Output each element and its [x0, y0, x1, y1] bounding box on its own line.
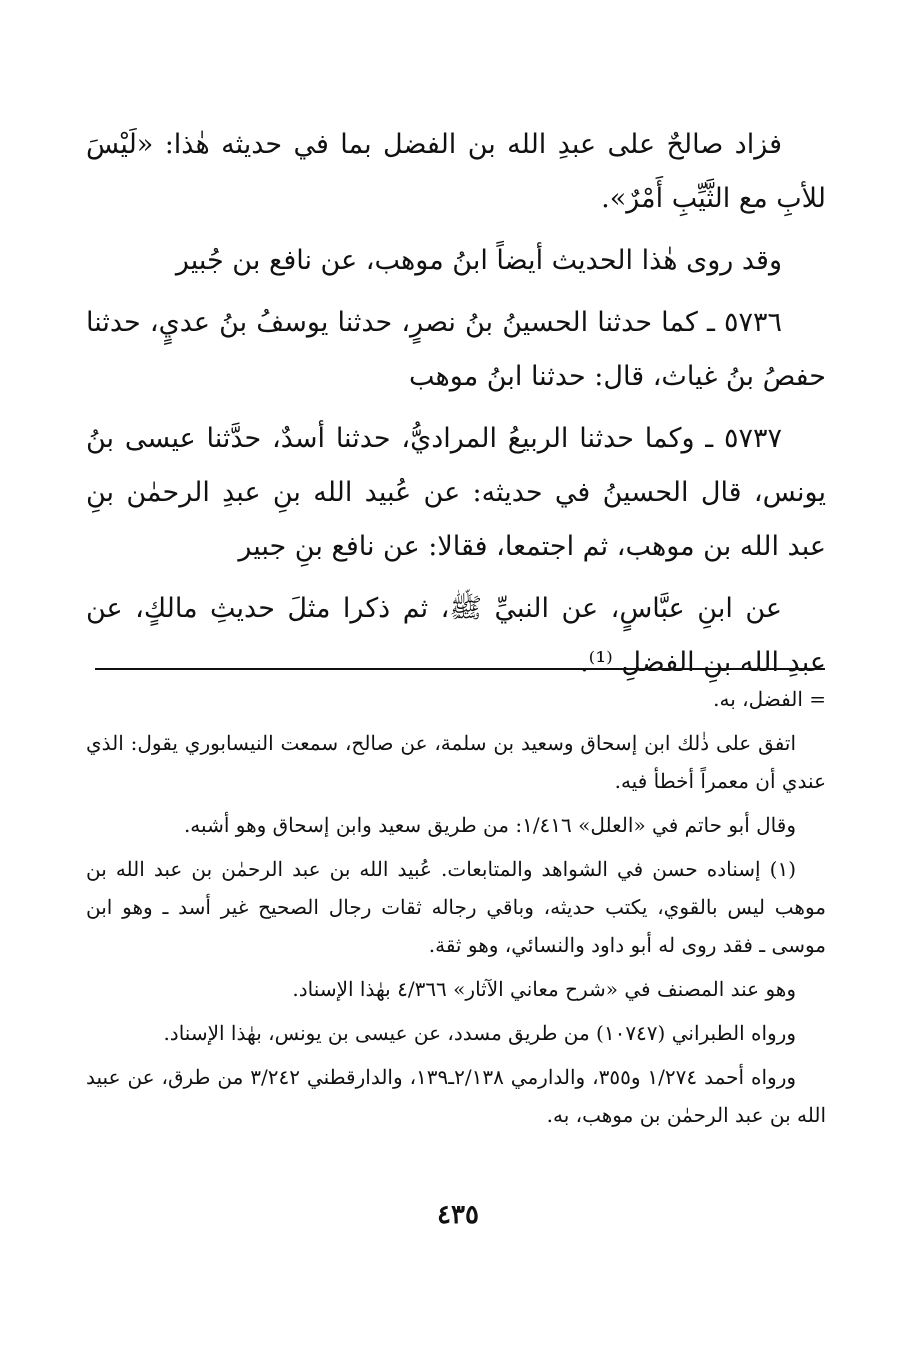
paragraph: فزاد صالحٌ على عبدِ الله بن الفضل بما في حديثه هٰذا: «لَيْسَ للأبِ مع الثَّيِّبِ أَمْرٌ».	[86, 129, 826, 214]
footnote-line: اتفق على ذٰلك ابن إسحاق وسعيد بن سلمة، عن صالح، سمعت النيسابوري يقول: الذي عندي أن معمراً أخطأ فيه.	[86, 731, 826, 793]
footnotes	[86, 680, 826, 1140]
footnote-divider	[95, 668, 825, 670]
footnote-1: (١) إسناده حسن في الشواهد والمتابعات. عُبيد الله بن عبد الرحمٰن بن عبد الله بن موهب ليس بالقوي، يكتب حديثه، وباقي رجاله ثقات رجال الصحيح غير أسد ـ وهو ابن موسى ـ فقد روى له أبو داود والنسائي، وهو ثقة.	[86, 857, 826, 957]
paragraph: وقد روى هٰذا الحديث أيضاً ابنُ موهب، عن نافع بن جُبير	[175, 245, 782, 276]
footnote-line: وقال أبو حاتم في «العلل» ١/٤١٦: من طريق سعيد وابن إسحاق وهو أشبه.	[183, 813, 796, 837]
main-text	[86, 118, 826, 698]
page-number: ٤٣٥	[437, 1200, 479, 1230]
footnote-line: وهو عند المصنف في «شرح معاني الآثار» ٤/٣٦٦ بهٰذا الإسناد.	[292, 977, 796, 1001]
footnote-continuation: = الفضل، به.	[713, 687, 826, 711]
paragraph: عن ابنِ عبَّاسٍ، عن النبيِّ ﷺ، ثم ذكرا مثلَ حديثِ مالكٍ، عن عبدِ الله بنِ الفضلِ ⁽¹⁾.	[86, 593, 826, 678]
hadith-5736: ٥٧٣٦ ـ كما حدثنا الحسينُ بنُ نصرٍ، حدثنا يوسفُ بنُ عديٍ، حدثنا حفصُ بنُ غياث، قال: حدثنا ابنُ موهب	[86, 307, 826, 392]
footnote-line: ورواه الطبراني (١٠٧٤٧) من طريق مسدد، عن عيسى بن يونس، بهٰذا الإسناد.	[163, 1021, 796, 1045]
hadith-5737: ٥٧٣٧ ـ وكما حدثنا الربيعُ المراديُّ، حدثنا أسدٌ، حدَّثنا عيسى بنُ يونس، قال الحسينُ في حديثه: عن عُبيد الله بنِ عبدِ الرحمٰن بنِ عبد الله بن موهب، ثم اجتمعا، فقالا: عن نافع بنِ جبير	[86, 423, 826, 562]
footnote-line: ورواه أحمد ١/٢٧٤ و٣٥٥، والدارمي ٢/١٣٨ـ١٣٩، والدارقطني ٣/٢٤٢ من طرق، عن عبيد الله بن عبد الرحمٰن بن موهب، به.	[86, 1065, 826, 1127]
